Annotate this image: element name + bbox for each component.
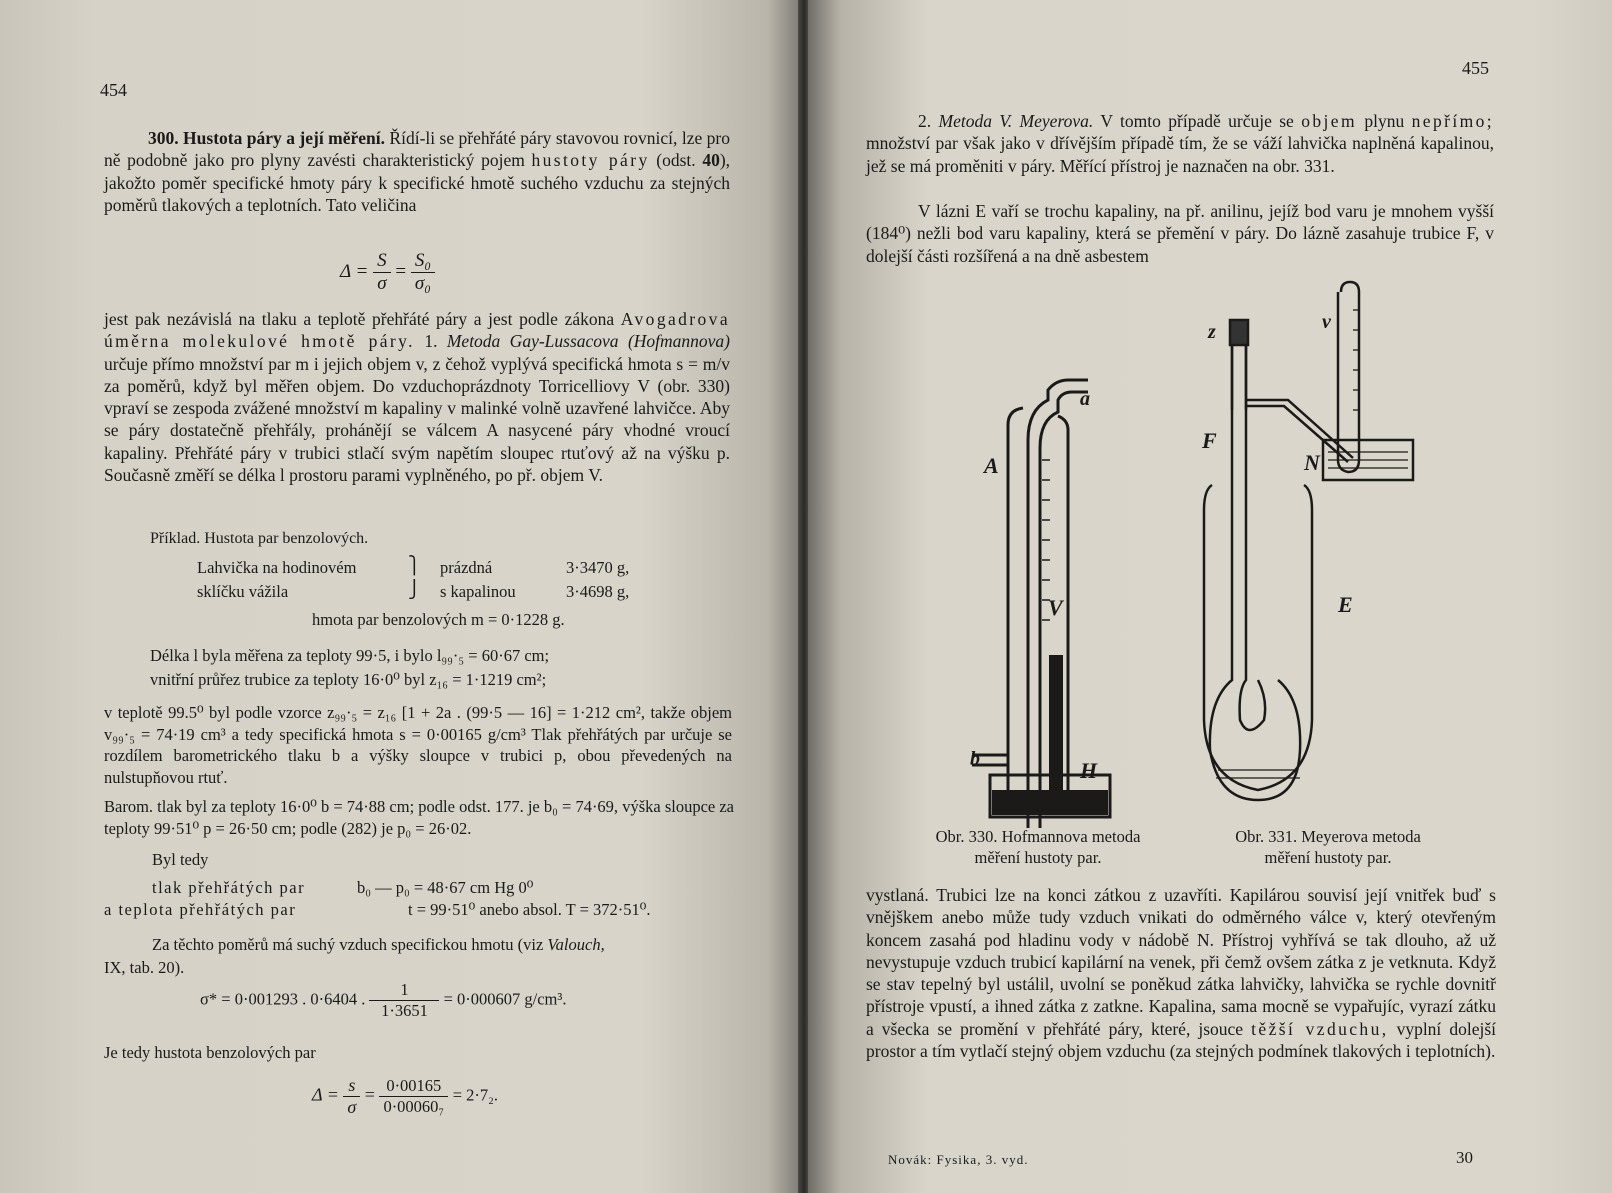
mercury-column — [1049, 655, 1063, 805]
mass-line: hmota par benzolových m = 0·1228 g. — [312, 610, 565, 629]
byl-tedy: Byl tedy — [152, 850, 209, 869]
section-heading: 300. Hustota páry a její měření. — [148, 128, 385, 148]
footer-sheet-number: 30 — [1456, 1148, 1473, 1167]
footer-signature: Novák: Fysika, 3. vyd. — [888, 1152, 1029, 1167]
empty-label: prázdná — [440, 558, 493, 577]
label-H: H — [1080, 758, 1098, 783]
left-page — [0, 0, 800, 1193]
label-v: v — [1322, 311, 1331, 333]
pressure-value: b₀ — p₀ = 48·67 cm Hg 0⁰ — [357, 878, 534, 897]
brace-top: ⎫ — [408, 556, 421, 575]
label-E: E — [1338, 592, 1353, 617]
method-paragraph: jest pak nezávislá na tlaku a teplotě přehřáté páry a jest podle zákona Avogadrova úměrna molekulové hmotě páry. 1. Metoda Gay-Lussacova (Hofmannova) určuje přímo množství par m i jejich objem v, z čehož vyplývá specifická hmota s = m/v za poměrů, když byl měřen objem. Do vzduchoprázdnoty Torricelliovy V (obr. 330) vpraví se zespoda zvážené množství m kapaliny v malinké volně uzavřené lahvičce. Aby se páry dostatečně přehřály, prohánějí se válcem A nasycené páry vhodné vroucí kapaliny. Přehřáté páry v trubici stlačí svým napětím sloupec rtuťový až na výšku p. Současně změří se délka l prostoru parami vyplněného, po př. objem V. — [104, 309, 731, 486]
temperature-value: t = 99·51⁰ anebo absol. T = 372·51⁰. — [408, 900, 651, 919]
empty-value: 3·3470 g, — [566, 558, 630, 577]
closing-paragraph: vystlaná. Trubici lze na konci zátkou z uzavříti. Kapilárou souvisí její vnitřek buď s vnějškem anebo může tudy vzduch vnikati do odměrného válce v, který otevřeným koncem zasahá pod hladinu vody v nádobě N. Přístroj vyhřívá se tak dlouho, až už nevystupuje vzduch trubicí kapilární na venek, při čemž ovšem zátka z je vetknuta. Když se stav tepelný byl ustálil, uvolní se poněkud zátka lahvičky, lahvička se rychle dovnitř přístroje vpustí, a ihned zátka z zatkne. Kapalina, sama mocně se vypařujíc, vyrazí zátku a všecka se promění v přehřáté páry, které, jsouce těžší vzduchu, vyplní dolejší prostor a tím vytlačí stejný objem vzduchu (za stejných podmínek tlakových i teplotních). — [866, 885, 1496, 1062]
label-N: N — [1304, 450, 1320, 475]
figure-330-caption: Obr. 330. Hofmannova metoda měření hustoty par. — [935, 827, 1141, 867]
page-number: 455 — [1462, 58, 1489, 78]
full-value: 3·4698 g, — [566, 582, 630, 601]
right-page — [808, 0, 1612, 1193]
length-line: Délka l byla měřena za teploty 99·5, i bylo l₉₉·₅ = 60·67 cm; — [150, 646, 550, 665]
brace-bottom: ⎭ — [408, 580, 421, 599]
section-paragraph: 300. Hustota páry a její měření. Řídí-li se přehřáté páry stavovou rovnicí, lze pro ně podobně jako pro plyny zavésti charakteristický pojem hustoty páry (odst. 40), jakožto poměr specifické hmoty páry k specifické hmotě suchého vzduchu za stejných poměrů tlakových a teplotních. Tato veličina — [104, 128, 731, 215]
formula-delta: Δ = $\frac{S}{\sigma}$ = $\frac{\text{S₀}}{\text{σ₀}}$ — [340, 250, 435, 295]
example-label-2: sklíčku vážila — [197, 582, 289, 601]
figure-330-hofmann — [968, 370, 1168, 840]
example-title: Příklad. Hustota par benzolových. — [150, 530, 369, 547]
je-tedy: Je tedy hustota benzolových par — [104, 1043, 316, 1062]
label-z: z — [1208, 321, 1216, 343]
label-V: V — [1048, 595, 1063, 620]
meyer-paragraph: 2. Metoda V. Meyerova. V tomto případě určuje se objem plynu nepřímo; množství par však jako v dřívějším případě tím, že se váží lahvička naplněná kapalinou, jež se má proměniti v páry. Měřící přístroj je naznačen na obr. 331. — [866, 111, 1495, 176]
pressure-label: tlak přehřátých par — [152, 878, 306, 897]
full-label: s kapalinou — [440, 582, 516, 601]
label-b: b — [970, 748, 980, 770]
label-F: F — [1202, 428, 1217, 453]
label-A: A — [984, 453, 999, 478]
page-number: 454 — [100, 80, 127, 100]
barometer-paragraph: Barom. tlak byl za teploty 16·0⁰ b = 74·88 cm; podle odst. 177. je b₀ = 74·69, výška sloupce za teploty 99·51⁰ p = 26·50 cm; podle (282) je p₀ = 26·02. — [104, 797, 734, 838]
air-paragraph: Za těchto poměrů má suchý vzduch specifickou hmotu (viz Valouch, IX, tab. 20). — [104, 935, 605, 977]
temperature-label: a teplota přehřátých par — [104, 900, 297, 919]
label-a: a — [1080, 388, 1090, 410]
example-label-1: Lahvička na hodinovém — [197, 558, 357, 577]
area-line: vnitřní průřez trubice za teploty 16·0⁰ byl z₁₆ = 1·1219 cm²; — [150, 670, 547, 689]
formula-sigma: σ* = 0·001293 . 0·6404 . $\frac{1}{1\cdot 3651}$ = 0·000607 g/cm³. — [200, 980, 567, 1020]
bath-paragraph: V lázni E vaří se trochu kapaliny, na př. anilinu, jejíž bod varu je mnohem vyšší (184⁰) nežli bod varu kapaliny, která se přemění v páry. Do lázně zasahuje trubice F, v dolejší části rozšířená a na dně asbestem — [866, 201, 1494, 266]
figure-331-caption: Obr. 331. Meyerova metoda měření hustoty par. — [1235, 827, 1421, 867]
figure-331-meyer — [1188, 280, 1448, 840]
calc-paragraph: v teplotě 99.5⁰ byl podle vzorce z₉₉·₅ = z₁₆ [1 + 2a . (99·5 — 16] = 1·212 cm², takže objem v₉₉·₅ = 74·19 cm³ a tedy specifická hmota s = 0·00165 g/cm³ Tlak přehřátých par určuje se rozdílem barometrického tlaku b a výšky sloupce v trubici p, obou převedených na nulstupňovou rtuť. — [104, 703, 732, 787]
formula-final: Δ = $\frac{s}{\sigma}$ = $\frac{0\cdot 00165}{\text{0·00060₇}}$ = 2·7₂. — [312, 1075, 498, 1117]
mercury-bath — [992, 790, 1108, 815]
